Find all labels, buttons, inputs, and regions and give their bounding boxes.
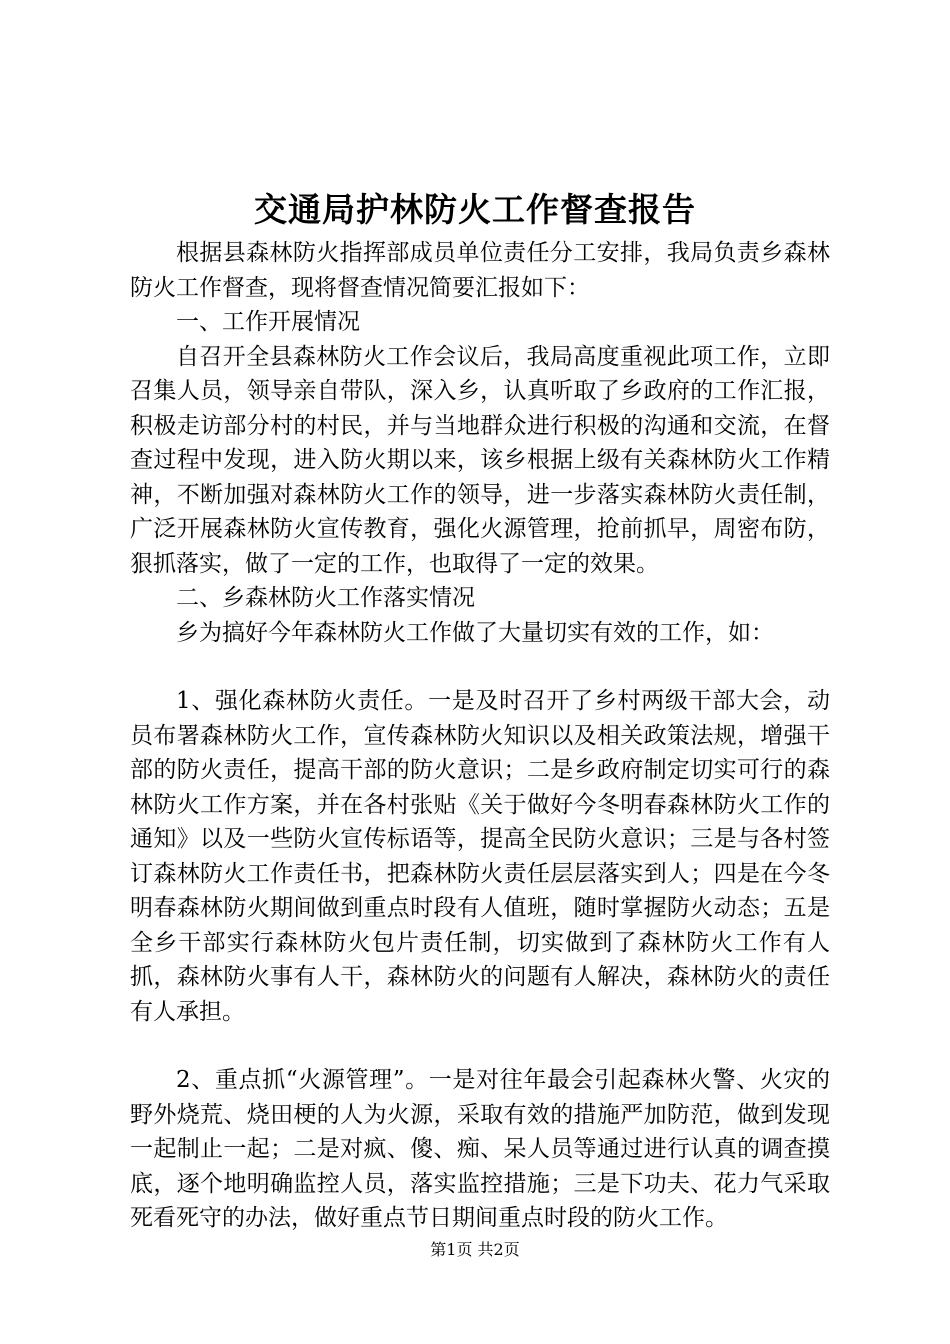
item-1-paragraph: 1、强化森林防火责任。一是及时召开了乡村两级干部大会，动员布署森林防火工作，宣传森林防火知识以及相关政策法规，增强干部的防火责任，提高干部的防火意识；二是乡政府制定切实可行的森林防火工作方案，并在各村张贴《关于做好今冬明春森林防火工作的通知》以及一些防火宣传标语等，提高全民防火意识；三是与各村签订森林防火工作责任书，把森林防火责任层层落实到人；四是在今冬明春森林防火期间做到重点时段有人值班，随时掌握防火动态；五是全乡干部实行森林防火包片责任制，切实做到了森林防火工作有人抓，森林防火事有人干，森林防火的问题有人解决，森林防火的责任有人承担。 (130, 688, 830, 1025)
section-1-paragraph: 自召开全县森林防火工作会议后，我局高度重视此项工作，立即召集人员，领导亲自带队，深入乡，认真听取了乡政府的工作汇报，积极走访部分村的村民，并与当地群众进行积极的沟通和交流，在督查过程中发现，进入防火期以来，该乡根据上级有关森林防火工作精神，不断加强对森林防火工作的领导，进一步落实森林防火责任制，广泛开展森林防火宣传教育，强化火源管理，抢前抓早，周密布防，狠抓落实，做了一定的工作，也取得了一定的效果。 (130, 343, 830, 577)
section-2-heading: 二、乡森林防火工作落实情况 (176, 585, 475, 611)
page-footer: 第1页 共2页 (430, 1240, 520, 1259)
item-2-paragraph: 2、重点抓“火源管理”。一是对往年最会引起森林火警、火灾的野外烧荒、烧田梗的人为火源，采取有效的措施严加防范，做到发现一起制止一起；二是对疯、傻、痴、呆人员等通过进行认真的调查摸底，逐个地明确监控人员，落实监控措施；三是下功夫、花力气采取死看死守的办法，做好重点节日期间重点时段的防火工作。 (130, 1067, 830, 1231)
section-1-heading: 一、工作开展情况 (176, 309, 360, 335)
intro-paragraph: 根据县森林防火指挥部成员单位责任分工安排，我局负责乡森林防火工作督查，现将督查情况简要汇报如下： (130, 240, 830, 301)
document-body (130, 236, 830, 1236)
section-2-intro-paragraph: 乡为搞好今年森林防火工作做了大量切实有效的工作，如： (176, 619, 774, 646)
document-title: 交通局护林防火工作督查报告 (254, 190, 696, 229)
